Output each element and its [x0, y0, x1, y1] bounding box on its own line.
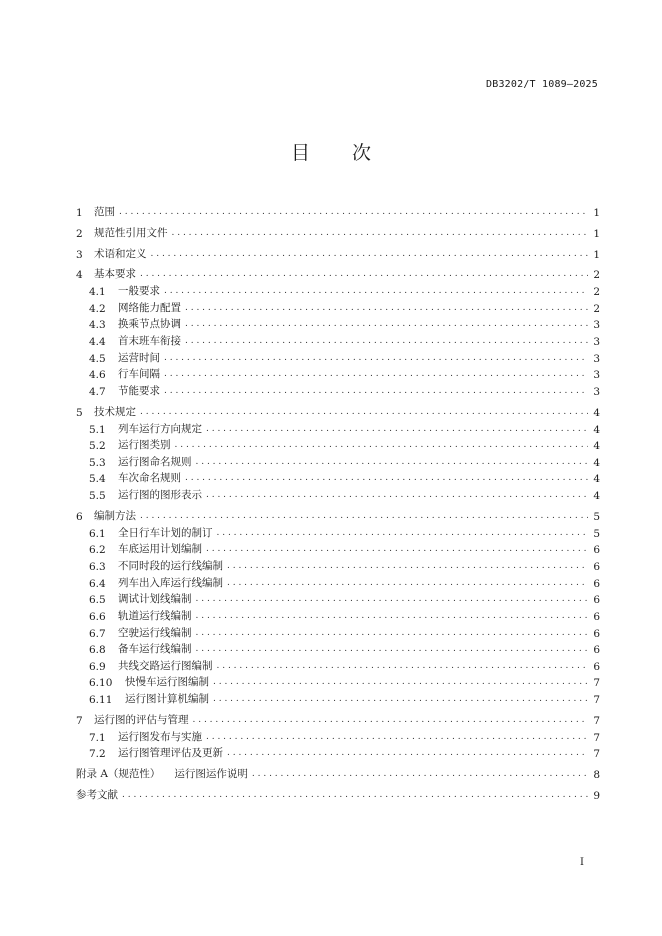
leader-dots: [119, 208, 588, 219]
toc-entry-number: 1: [76, 206, 83, 219]
toc-entry-page: 4: [593, 456, 600, 469]
toc-entry-number: 6.5: [89, 594, 106, 607]
toc-entry-references[interactable]: [76, 786, 600, 803]
leader-dots: [217, 662, 589, 673]
leader-dots: [196, 629, 589, 640]
toc-entry-page: 5: [593, 511, 600, 524]
toc-entry-number: 6.10: [89, 677, 113, 690]
leader-dots: [172, 229, 589, 240]
toc-entry-page: 9: [593, 790, 600, 803]
toc-entry-4-4[interactable]: [76, 331, 600, 348]
toc-entry-7[interactable]: [76, 710, 600, 727]
toc-entry-page: 7: [593, 715, 600, 727]
leader-dots: [196, 645, 589, 656]
toc-entry-number: 4.1: [89, 286, 106, 299]
toc-entry-label: 行车间隔: [118, 368, 160, 381]
toc-entry-page: 7: [593, 731, 600, 744]
toc-entry-label: 空驶运行线编制: [118, 626, 192, 639]
leader-dots: [140, 408, 588, 419]
toc-entry-label: 运营时间: [118, 351, 160, 364]
toc-entry-6-10[interactable]: [76, 673, 600, 690]
toc-entry-page: 6: [593, 610, 600, 623]
toc-entry-page: 7: [593, 694, 600, 707]
toc-entry-page: 6: [593, 660, 600, 673]
leader-dots: [206, 491, 588, 502]
toc-entry-page: 5: [593, 527, 600, 540]
toc-entry-number: 4.6: [89, 369, 106, 382]
toc-entry-number: 6.7: [89, 627, 106, 640]
toc-entry-number: 6.4: [89, 577, 106, 590]
toc-entry-4[interactable]: [76, 265, 600, 282]
leader-dots: [206, 425, 588, 436]
toc-entry-6-2[interactable]: [76, 540, 600, 557]
toc-entry-6-7[interactable]: [76, 623, 600, 640]
toc-entry-number: 6.3: [89, 560, 106, 573]
toc-entry-number: 4.3: [89, 319, 106, 332]
leader-dots: [185, 337, 588, 348]
toc-entry-number: 4: [76, 269, 83, 282]
page-number: I: [580, 857, 584, 868]
toc-entry-4-3[interactable]: [76, 315, 600, 332]
document-code: DB3202/T 1089—2025: [486, 79, 598, 90]
leader-dots: [196, 612, 589, 623]
toc-entry-page: 6: [593, 644, 600, 657]
toc-entry-label: 运行图命名规则: [118, 455, 192, 468]
toc-entry-4-2[interactable]: [76, 298, 600, 315]
toc-entry-label: 首末班车衔接: [118, 335, 181, 348]
leader-dots: [206, 545, 588, 556]
toc-entry-label: 运行图的图形表示: [118, 489, 202, 502]
toc-entry-page: 3: [593, 319, 600, 332]
toc-entry-label: 列车出入库运行线编制: [118, 576, 223, 589]
leader-dots: [196, 458, 589, 469]
toc-entry-number: 4.4: [89, 336, 106, 349]
toc-entry-number: 6: [76, 511, 83, 524]
toc-entry-5-1[interactable]: [76, 419, 600, 436]
toc-entry-2[interactable]: [76, 223, 600, 240]
toc-entry-label: 编制方法: [94, 510, 136, 523]
toc-entry-number: 2: [76, 227, 83, 240]
table-of-contents: [76, 202, 600, 802]
toc-entry-number: 5.4: [89, 473, 106, 486]
toc-entry-4-6[interactable]: [76, 365, 600, 382]
toc-entry-label: 共线交路运行图编制: [118, 659, 213, 672]
page-title: [0, 138, 662, 165]
toc-entry-6-9[interactable]: [76, 656, 600, 673]
leader-dots: [213, 695, 588, 706]
toc-entry-label: 运行图发布与实施: [118, 730, 202, 743]
toc-entry-page: 4: [593, 490, 600, 503]
toc-entry-page: 7: [593, 748, 600, 761]
title-char-1: 目: [290, 142, 310, 164]
leader-dots: [185, 304, 588, 315]
toc-entry-4-1[interactable]: [76, 281, 600, 298]
toc-entry-1[interactable]: [76, 202, 600, 219]
title-char-2: 次: [352, 142, 372, 164]
leader-dots: [185, 474, 588, 485]
toc-entry-number: 3: [76, 248, 83, 261]
toc-entry-label: 调试计划线编制: [118, 593, 192, 606]
toc-entry-5-3[interactable]: [76, 452, 600, 469]
leader-dots: [175, 441, 589, 452]
toc-entry-number: 7.2: [89, 748, 106, 761]
toc-entry-label: 术语和定义: [94, 247, 147, 260]
toc-entry-page: 6: [593, 560, 600, 573]
toc-entry-number: 5.5: [89, 490, 106, 503]
toc-entry-label: 运行图管理评估及更新: [118, 747, 223, 760]
toc-entry-page: 3: [593, 336, 600, 349]
toc-entry-page: 4: [593, 440, 600, 453]
toc-entry-appendix-a[interactable]: [76, 765, 600, 782]
leader-dots: [164, 287, 588, 298]
leader-dots: [140, 270, 588, 281]
toc-entry-page: 1: [593, 248, 600, 261]
toc-entry-label: 轨道运行线编制: [118, 609, 192, 622]
toc-entry-label: 网络能力配置: [118, 301, 181, 314]
toc-entry-label: 基本要求: [94, 268, 136, 281]
toc-entry-page: 4: [593, 423, 600, 436]
toc-entry-label: 不同时段的运行线编制: [118, 559, 223, 572]
leader-dots: [227, 562, 588, 573]
toc-entry-page: 4: [593, 406, 600, 419]
leader-dots: [164, 354, 588, 365]
toc-entry-6-3[interactable]: [76, 556, 600, 573]
leader-dots: [185, 320, 588, 331]
toc-entry-page: 2: [593, 286, 600, 299]
toc-entry-label: 一般要求: [118, 285, 160, 298]
toc-entry-label: 列车运行方向规定: [118, 422, 202, 435]
toc-entry-number: 7: [76, 715, 83, 727]
toc-entry-6-5[interactable]: [76, 590, 600, 607]
toc-entry-number: 4.5: [89, 352, 106, 365]
toc-entry-label: 技术规定: [94, 405, 136, 418]
toc-entry-5[interactable]: [76, 402, 600, 419]
leader-dots: [193, 716, 589, 727]
toc-entry-page: 8: [593, 769, 600, 782]
toc-entry-number: 6.6: [89, 610, 106, 623]
leader-dots: [164, 370, 588, 381]
toc-entry-label: 快慢车运行图编制: [125, 676, 209, 689]
toc-entry-page: 1: [593, 206, 600, 219]
toc-entry-number: 6.8: [89, 644, 106, 657]
toc-entry-6[interactable]: [76, 506, 600, 523]
leader-dots: [164, 387, 588, 398]
toc-entry-label: 附录 A（规范性）: [76, 768, 161, 781]
toc-entry-number: 5: [76, 406, 83, 419]
toc-entry-7-2[interactable]: [76, 744, 600, 761]
toc-entry-5-2[interactable]: [76, 436, 600, 453]
toc-entry-label: 参考文献: [76, 789, 118, 802]
toc-entry-label: 运行图计算机编制: [125, 693, 209, 706]
toc-entry-5-4[interactable]: [76, 469, 600, 486]
toc-entry-6-1[interactable]: [76, 523, 600, 540]
toc-entry-label: 运行图类别: [118, 439, 171, 452]
toc-entry-number: 5.3: [89, 456, 106, 469]
toc-entry-label: 备车运行线编制: [118, 643, 192, 656]
toc-entry-label: 规范性引用文件: [94, 226, 168, 239]
toc-entry-label: 范围: [94, 205, 115, 218]
toc-entry-6-8[interactable]: [76, 640, 600, 657]
toc-entry-page: 6: [593, 627, 600, 640]
toc-entry-page: 1: [593, 227, 600, 240]
toc-entry-number: 4.7: [89, 385, 106, 398]
toc-entry-number: 6.1: [89, 527, 106, 540]
leader-dots: [122, 791, 588, 802]
toc-entry-5-5[interactable]: [76, 485, 600, 502]
toc-entry-label: 车次命名规则: [118, 472, 181, 485]
toc-entry-number: 4.2: [89, 302, 106, 315]
toc-entry-page: 2: [593, 269, 600, 282]
toc-entry-6-6[interactable]: [76, 606, 600, 623]
toc-entry-title: 运行图运作说明: [174, 768, 248, 781]
toc-entry-page: 3: [593, 385, 600, 398]
toc-entry-page: 4: [593, 473, 600, 486]
toc-entry-page: 6: [593, 544, 600, 557]
leader-dots: [206, 733, 588, 744]
toc-entry-7-1[interactable]: [76, 727, 600, 744]
leader-dots: [252, 770, 588, 781]
toc-entry-page: 3: [593, 352, 600, 365]
toc-entry-4-5[interactable]: [76, 348, 600, 365]
toc-entry-number: 6.9: [89, 660, 106, 673]
toc-entry-number: 5.2: [89, 440, 106, 453]
leader-dots: [140, 512, 588, 523]
toc-entry-number: 7.1: [89, 731, 106, 744]
leader-dots: [196, 595, 589, 606]
toc-entry-page: 6: [593, 577, 600, 590]
toc-entry-3[interactable]: [76, 244, 600, 261]
toc-entry-label: 节能要求: [118, 384, 160, 397]
toc-entry-number: 6.11: [89, 694, 113, 707]
leader-dots: [151, 250, 589, 261]
toc-entry-label: 运行图的评估与管理: [94, 714, 189, 726]
toc-entry-page: 3: [593, 369, 600, 382]
toc-entry-label: 车底运用计划编制: [118, 543, 202, 556]
toc-entry-4-7[interactable]: [76, 381, 600, 398]
toc-entry-6-11[interactable]: [76, 689, 600, 706]
toc-entry-page: 2: [593, 302, 600, 315]
leader-dots: [217, 529, 589, 540]
toc-entry-6-4[interactable]: [76, 573, 600, 590]
toc-entry-number: 6.2: [89, 544, 106, 557]
toc-entry-page: 6: [593, 594, 600, 607]
toc-entry-label: 全日行车计划的制订: [118, 526, 213, 539]
leader-dots: [213, 678, 588, 689]
leader-dots: [227, 749, 588, 760]
toc-entry-page: 7: [593, 677, 600, 690]
toc-entry-number: 5.1: [89, 423, 106, 436]
toc-entry-label: 换乘节点协调: [118, 318, 181, 331]
leader-dots: [227, 579, 588, 590]
